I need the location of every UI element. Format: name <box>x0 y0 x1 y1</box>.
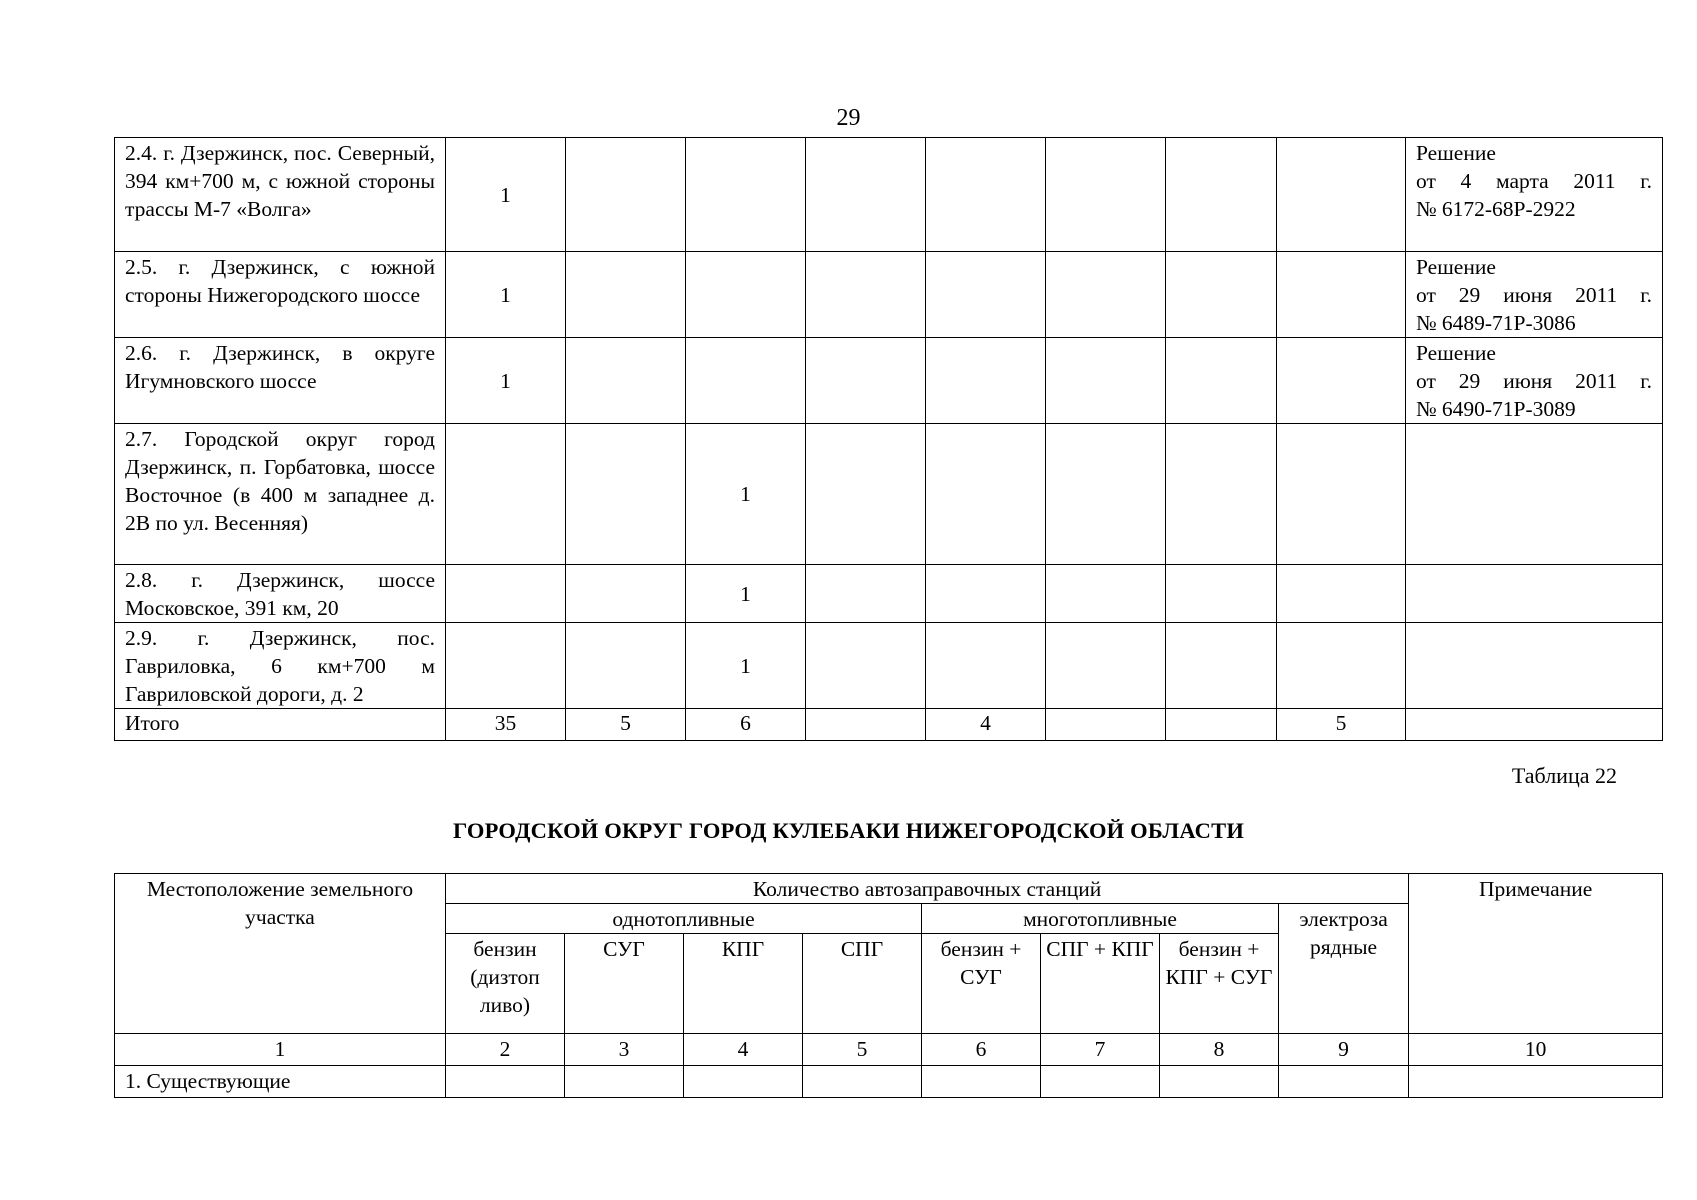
page-number: 29 <box>836 105 861 131</box>
note-line: № 6490-71Р-3089 <box>1416 397 1576 421</box>
empty-cell <box>1041 1066 1160 1098</box>
station-location: 2.4. г. Дзержинск, пос. Северный, 394 км+700 м, с южной стороны трассы М-7 «Волга» <box>115 138 446 252</box>
note-line: Решение <box>1416 141 1496 165</box>
station-note <box>1406 424 1663 565</box>
table-caption: Таблица 22 <box>1511 763 1617 788</box>
station-count-cell <box>1046 338 1166 424</box>
column-number: 6 <box>922 1034 1041 1066</box>
total-cell: 4 <box>926 709 1046 741</box>
station-count-cell <box>686 138 806 252</box>
column-number: 2 <box>446 1034 565 1066</box>
header-single-fuel: однотопливные <box>446 904 922 934</box>
station-count-cell <box>1277 252 1406 338</box>
kulebaki-stations-table <box>114 873 1663 1098</box>
header-lng: СПГ <box>803 934 922 1034</box>
station-count-cell <box>1277 424 1406 565</box>
station-count-cell <box>1166 252 1277 338</box>
total-row <box>115 709 1663 741</box>
total-cell: 6 <box>686 709 806 741</box>
continued-stations-body <box>115 138 1663 741</box>
header-multi-fuel: многотопливные <box>922 904 1279 934</box>
station-count-cell <box>686 252 806 338</box>
empty-cell <box>1279 1066 1409 1098</box>
column-number-row <box>115 1034 1663 1066</box>
station-count-cell: 1 <box>686 623 806 709</box>
station-count-cell <box>1166 565 1277 623</box>
station-count-cell <box>1166 138 1277 252</box>
header-petrol-lpg: бензин + СУГ <box>922 934 1041 1034</box>
station-count-cell <box>926 338 1046 424</box>
station-count-cell <box>1277 623 1406 709</box>
note-line: Решение <box>1416 341 1496 365</box>
header-cng: КПГ <box>684 934 803 1034</box>
note-line: Решение <box>1416 255 1496 279</box>
column-number: 10 <box>1409 1034 1663 1066</box>
total-cell: 5 <box>1277 709 1406 741</box>
station-row <box>115 623 1663 709</box>
header-petrol-cng-lpg: бензин + КПГ + СУГ <box>1160 934 1279 1034</box>
total-note <box>1406 709 1663 741</box>
station-count-cell <box>1046 565 1166 623</box>
column-number: 4 <box>684 1034 803 1066</box>
note-line: от 4 марта 2011 г. <box>1416 169 1652 193</box>
header-lng-cng: СПГ + КПГ <box>1041 934 1160 1034</box>
station-count-cell <box>926 138 1046 252</box>
station-row <box>115 252 1663 338</box>
station-note <box>1406 565 1663 623</box>
header-location: Местоположение земельного участка <box>115 874 446 1034</box>
station-count-cell <box>566 565 686 623</box>
total-cell <box>1166 709 1277 741</box>
station-count-cell: 1 <box>446 138 566 252</box>
station-count-cell <box>566 424 686 565</box>
station-count-cell <box>1046 623 1166 709</box>
station-count-cell <box>566 623 686 709</box>
station-count-cell <box>1166 623 1277 709</box>
note-line: от 29 июня 2011 г. <box>1416 283 1652 307</box>
station-count-cell <box>566 338 686 424</box>
station-count-cell <box>806 338 926 424</box>
station-location: 2.6. г. Дзержинск, в округе Игумновского шоссе <box>115 338 446 424</box>
station-count-cell <box>446 623 566 709</box>
section-row <box>115 1066 1663 1098</box>
empty-cell <box>922 1066 1041 1098</box>
header-electric: электроза рядные <box>1279 904 1409 1034</box>
column-number: 5 <box>803 1034 922 1066</box>
header-petrol: бензин (дизтоп ливо) <box>446 934 565 1034</box>
column-number: 1 <box>115 1034 446 1066</box>
station-count-cell: 1 <box>446 252 566 338</box>
station-location: 2.5. г. Дзержинск, с южной стороны Нижегородского шоссе <box>115 252 446 338</box>
total-cell <box>1046 709 1166 741</box>
section-label: 1. Существующие <box>115 1066 446 1098</box>
station-count-cell <box>1046 424 1166 565</box>
empty-cell <box>803 1066 922 1098</box>
empty-cell <box>565 1066 684 1098</box>
continued-stations-table <box>114 137 1663 741</box>
empty-cell <box>446 1066 565 1098</box>
header-note: Примечание <box>1409 874 1663 1034</box>
column-number: 7 <box>1041 1034 1160 1066</box>
station-count-cell <box>1166 338 1277 424</box>
total-cell: 5 <box>566 709 686 741</box>
station-note <box>1406 338 1663 424</box>
station-row <box>115 424 1663 565</box>
station-count-cell: 1 <box>446 338 566 424</box>
station-count-cell <box>926 252 1046 338</box>
station-row <box>115 138 1663 252</box>
station-note <box>1406 252 1663 338</box>
station-count-cell <box>806 623 926 709</box>
column-number: 9 <box>1279 1034 1409 1066</box>
station-count-cell <box>1166 424 1277 565</box>
note-line: № 6172-68Р-2922 <box>1416 197 1576 221</box>
header-lpg: СУГ <box>565 934 684 1034</box>
station-count-cell <box>806 424 926 565</box>
station-count-cell <box>566 138 686 252</box>
station-location: 2.9. г. Дзержинск, пос. Гавриловка, 6 км+700 м Гавриловской дороги, д. 2 <box>115 623 446 709</box>
total-label: Итого <box>115 709 446 741</box>
station-location: 2.8. г. Дзержинск, шоссе Московское, 391 км, 20 <box>115 565 446 623</box>
note-line: № 6489-71Р-3086 <box>1416 311 1576 335</box>
station-count-cell <box>446 424 566 565</box>
station-count-cell: 1 <box>686 424 806 565</box>
station-count-cell <box>926 424 1046 565</box>
station-count-cell: 1 <box>686 565 806 623</box>
station-count-cell <box>1277 138 1406 252</box>
station-count-cell <box>566 252 686 338</box>
station-location: 2.7. Городской округ город Дзержинск, п. Горбатовка, шоссе Восточное (в 400 м западнее д. 2В по ул. Весенняя) <box>115 424 446 565</box>
column-number: 8 <box>1160 1034 1279 1066</box>
empty-cell <box>1160 1066 1279 1098</box>
station-count-cell <box>1046 138 1166 252</box>
station-note <box>1406 623 1663 709</box>
station-count-cell <box>806 138 926 252</box>
empty-cell <box>1409 1066 1663 1098</box>
note-line: от 29 июня 2011 г. <box>1416 369 1652 393</box>
station-count-cell <box>1277 338 1406 424</box>
station-count-cell <box>926 565 1046 623</box>
column-number: 3 <box>565 1034 684 1066</box>
total-cell: 35 <box>446 709 566 741</box>
station-count-cell <box>1046 252 1166 338</box>
total-cell <box>806 709 926 741</box>
header-station-count: Количество автозаправочных станций <box>446 874 1409 904</box>
station-count-cell <box>926 623 1046 709</box>
station-count-cell <box>1277 565 1406 623</box>
table-title: ГОРОДСКОЙ ОКРУГ ГОРОД КУЛЕБАКИ НИЖЕГОРОДСКОЙ ОБЛАСТИ <box>452 818 1245 843</box>
station-count-cell <box>806 565 926 623</box>
station-count-cell <box>446 565 566 623</box>
station-count-cell <box>686 338 806 424</box>
station-note <box>1406 138 1663 252</box>
station-row <box>115 565 1663 623</box>
empty-cell <box>684 1066 803 1098</box>
station-count-cell <box>806 252 926 338</box>
station-row <box>115 338 1663 424</box>
